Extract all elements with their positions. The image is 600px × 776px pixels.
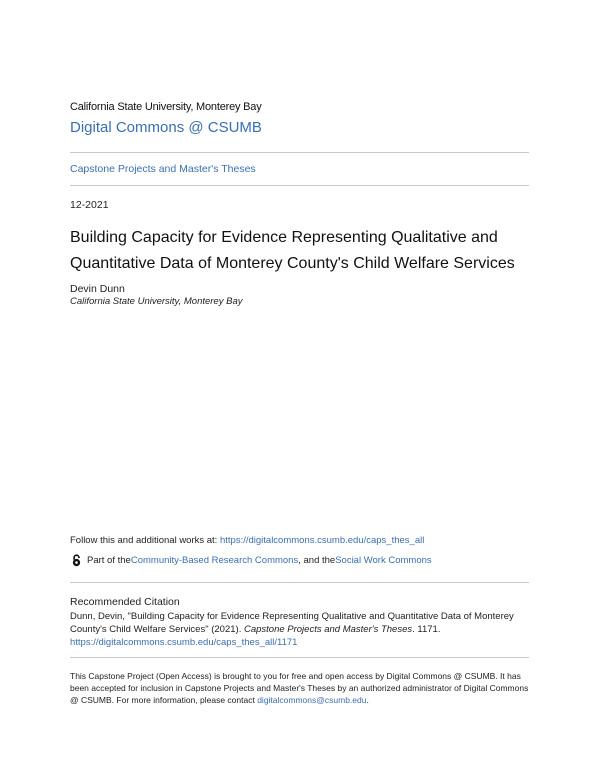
author-affiliation: California State University, Monterey Bay bbox=[70, 296, 243, 307]
divider bbox=[70, 657, 529, 658]
citation-body: Dunn, Devin, "Building Capacity for Evidence Representing Qualitative and Quantitative Data of Monterey County's Child Welfare Services" (2021). bbox=[70, 611, 514, 635]
open-access-icon bbox=[70, 554, 83, 567]
citation-url-link[interactable]: https://digitalcommons.csumb.edu/caps_thes_all/1171 bbox=[70, 637, 298, 648]
part-of-middle: , and the bbox=[298, 555, 336, 566]
publication-date: 12-2021 bbox=[70, 199, 109, 211]
citation-number: . 1171. bbox=[412, 624, 441, 635]
footer-text: This Capstone Project (Open Access) is brought to you for free and open access by Digital Commons @ CSUMB. It has been accepted for inclusion in Capstone Projects and Master's Theses by an authorized administrator of Digital Commons @ CSUMB. For more information, please contact bbox=[70, 671, 529, 705]
divider bbox=[70, 152, 529, 153]
footer-notice bbox=[70, 670, 530, 706]
contact-email-link[interactable]: digitalcommons@csumb.edu bbox=[257, 695, 367, 705]
document-title: Building Capacity for Evidence Representing Qualitative and Quantitative Data of Monterey County's Child Welfare Services bbox=[70, 229, 515, 272]
citation-series: Capstone Projects and Master's Theses bbox=[243, 624, 413, 635]
collection-link[interactable]: Capstone Projects and Master's Theses bbox=[70, 163, 256, 175]
part-of-line bbox=[70, 554, 432, 567]
collection-url-link[interactable]: https://digitalcommons.csumb.edu/caps_thes_all bbox=[219, 535, 425, 546]
follow-prefix: Follow this and additional works at: bbox=[70, 535, 220, 546]
citation-text bbox=[70, 610, 530, 649]
community-based-research-link[interactable]: Community-Based Research Commons bbox=[130, 555, 299, 566]
footer-end: . bbox=[366, 695, 369, 705]
institution-name: California State University, Monterey Bay bbox=[70, 101, 262, 113]
repository-link[interactable]: Digital Commons @ CSUMB bbox=[70, 119, 262, 136]
divider bbox=[70, 185, 529, 186]
follow-line bbox=[70, 535, 424, 546]
divider bbox=[70, 582, 529, 583]
social-work-link[interactable]: Social Work Commons bbox=[335, 555, 432, 566]
author-name: Devin Dunn bbox=[70, 283, 125, 295]
recommended-citation-heading: Recommended Citation bbox=[70, 596, 180, 608]
part-of-prefix: Part of the bbox=[87, 555, 131, 566]
